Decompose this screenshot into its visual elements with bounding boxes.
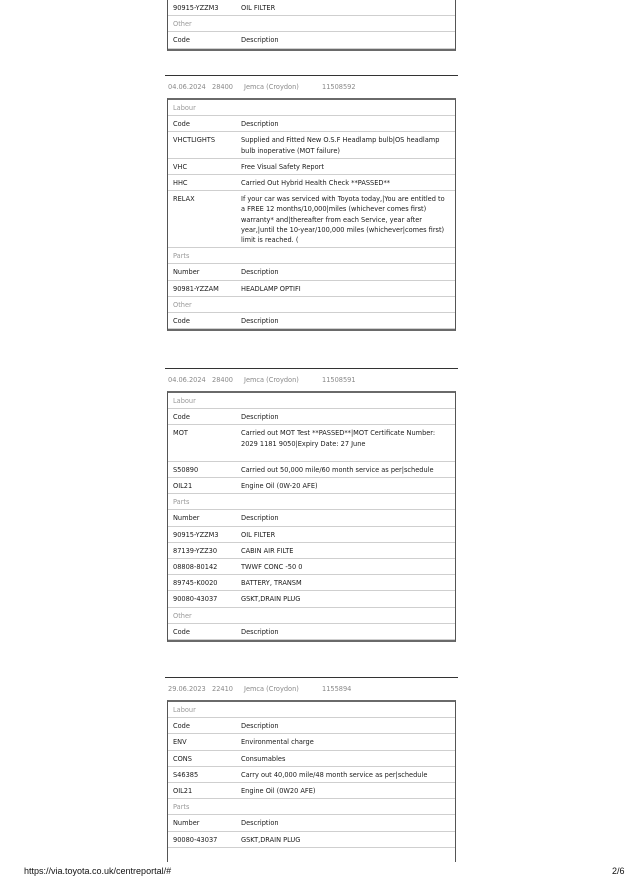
code-cell: 90915-YZZM3 — [173, 530, 219, 539]
description-cell: Free Visual Safety Report — [241, 162, 324, 171]
description-cell: Supplied and Fitted New O.S.F Headlamp bulb|OS headlamp bulb inoperative (MOT failure) — [241, 136, 440, 155]
table-row — [168, 591, 455, 607]
description-header: Description — [241, 317, 279, 326]
description-cell: BATTERY, TRANSM — [241, 579, 302, 588]
description-cell: GSKT,DRAIN PLUG — [241, 835, 301, 844]
invoice-number: 1155894 — [322, 685, 352, 693]
code-cell: 90981-YZZAM — [173, 284, 219, 293]
section-label: Parts — [173, 803, 190, 812]
service-mileage: 22410 — [212, 685, 233, 693]
description-cell: OIL FILTER — [241, 530, 276, 539]
section-label-row — [168, 393, 455, 409]
service-record-table — [167, 700, 456, 862]
code-cell: VHC — [173, 162, 188, 171]
section-label: Parts — [173, 498, 190, 507]
code-cell: CONS — [173, 754, 192, 763]
table-row — [168, 527, 455, 543]
section-label: Other — [173, 611, 192, 620]
record-separator — [165, 677, 458, 678]
description-header: Description — [241, 627, 279, 636]
page-number: 2/6 — [612, 866, 625, 876]
table-header-row — [168, 32, 455, 48]
description-cell: Engine Oil (0W-20 AFE) — [241, 482, 318, 491]
code-cell: 90080-43037 — [173, 595, 218, 604]
description-cell: Carried out MOT Test **PASSED**|MOT Certificate Number: 2029 1181 9050|Expiry Date: 27 June — [241, 429, 436, 448]
code-cell: OIL21 — [173, 482, 193, 491]
column-header: Code — [173, 722, 190, 731]
service-date: 29.06.2023 — [168, 685, 206, 693]
table-row — [168, 559, 455, 575]
part-number-cell: 90915-YZZM3 — [173, 4, 219, 12]
service-record-table — [167, 98, 456, 331]
column-header: Code — [173, 413, 190, 422]
code-cell: 89745-K0020 — [173, 579, 218, 588]
table-row — [168, 191, 455, 248]
column-header: Code — [173, 120, 190, 129]
section-label: Other — [173, 300, 192, 309]
record-separator — [165, 368, 458, 369]
table-row — [168, 281, 455, 297]
column-header: Code — [173, 627, 190, 636]
code-cell: 08808-80142 — [173, 563, 218, 572]
section-label-row — [168, 494, 455, 510]
code-cell: OIL21 — [173, 787, 193, 796]
description-cell: Carried out 50,000 mile/60 month service as per|schedule — [241, 465, 434, 474]
table-row — [168, 175, 455, 191]
service-mileage: 28400 — [212, 376, 233, 384]
section-label-row — [168, 799, 455, 815]
table-header-row — [168, 815, 455, 831]
description-cell: If your car was serviced with Toyota today,|You are entitled to a FREE 12 months/10,000|miles (whichever comes first) warranty* and|thereafter from each Service, year after year,|until the 10-year/100,000 miles (whichever|comes first) limit is reached. ( — [241, 195, 445, 245]
table-header-row — [168, 510, 455, 526]
table-header-row — [168, 624, 455, 640]
dealer-name: Jemca (Croydon) — [244, 376, 299, 384]
code-cell: MOT — [173, 429, 188, 438]
description-cell: Engine Oil (0W20 AFE) — [241, 787, 316, 796]
dealer-name: Jemca (Croydon) — [244, 83, 299, 91]
service-mileage: 28400 — [212, 83, 233, 91]
table-row — [168, 425, 455, 461]
table-header-row — [168, 116, 455, 132]
section-label-row — [168, 248, 455, 264]
invoice-number: 11508592 — [322, 83, 356, 91]
table-row — [168, 832, 455, 848]
table-row — [168, 132, 455, 158]
table-row — [168, 767, 455, 783]
section-label-row — [168, 16, 455, 32]
code-cell: S46385 — [173, 770, 199, 779]
section-label: Labour — [173, 104, 196, 112]
section-label: Labour — [173, 706, 196, 714]
description-cell: Environmental charge — [241, 738, 314, 747]
table-header-row — [168, 718, 455, 734]
record-separator — [165, 75, 458, 76]
section-label-row — [168, 100, 455, 116]
description-header: Description — [241, 268, 279, 277]
description-cell: HEADLAMP OPTIFI — [241, 284, 301, 293]
description-header: Description — [241, 120, 279, 129]
table-row — [168, 0, 455, 16]
dealer-name: Jemca (Croydon) — [244, 685, 299, 693]
table-row — [168, 751, 455, 767]
code-cell: S50890 — [173, 465, 199, 474]
code-cell: RELAX — [173, 195, 195, 204]
description-header: Description — [241, 413, 279, 422]
table-header-row — [168, 264, 455, 280]
service-record-table — [167, 391, 456, 642]
column-header: Number — [173, 819, 200, 828]
section-label-row — [168, 608, 455, 624]
table-header-row — [168, 313, 455, 329]
code-cell: VHCTLIGHTS — [173, 136, 215, 145]
section-label: Other — [173, 20, 192, 29]
table-row — [168, 543, 455, 559]
description-header: Description — [241, 36, 279, 45]
description-cell: Consumables — [241, 754, 286, 763]
table-row — [168, 159, 455, 175]
column-header: Code — [173, 317, 190, 326]
table-row — [168, 734, 455, 750]
description-cell: CABIN AIR FILTE — [241, 546, 294, 555]
page-url[interactable]: https://via.toyota.co.uk/centreportal/# — [24, 866, 172, 876]
table-row — [168, 478, 455, 494]
section-label: Labour — [173, 397, 196, 405]
section-label: Parts — [173, 252, 190, 261]
column-header: Number — [173, 268, 200, 277]
description-cell: Carried Out Hybrid Health Check **PASSED** — [241, 179, 391, 188]
code-header: Code — [173, 36, 190, 45]
table-row — [168, 462, 455, 478]
table-row — [168, 783, 455, 799]
section-label-row — [168, 297, 455, 313]
description-header: Description — [241, 722, 279, 731]
column-header: Number — [173, 514, 200, 523]
table-header-row — [168, 409, 455, 425]
description-cell: GSKT,DRAIN PLUG — [241, 595, 301, 604]
service-date: 04.06.2024 — [168, 376, 206, 384]
description-header: Description — [241, 514, 279, 523]
section-label-row — [168, 702, 455, 718]
code-cell: 90080-43037 — [173, 835, 218, 844]
description-cell: TWWF CONC -50 0 — [241, 563, 303, 572]
description-cell: Carry out 40,000 mile/48 month service as per|schedule — [241, 770, 428, 779]
code-cell: 87139-YZZ30 — [173, 546, 218, 555]
description-header: Description — [241, 819, 279, 828]
service-date: 04.06.2024 — [168, 83, 206, 91]
part-description-cell: OIL FILTER — [241, 4, 276, 12]
code-cell: ENV — [173, 738, 187, 747]
record-fragment-table — [167, 0, 456, 51]
table-row — [168, 575, 455, 591]
invoice-number: 11508591 — [322, 376, 356, 384]
code-cell: HHC — [173, 179, 188, 188]
